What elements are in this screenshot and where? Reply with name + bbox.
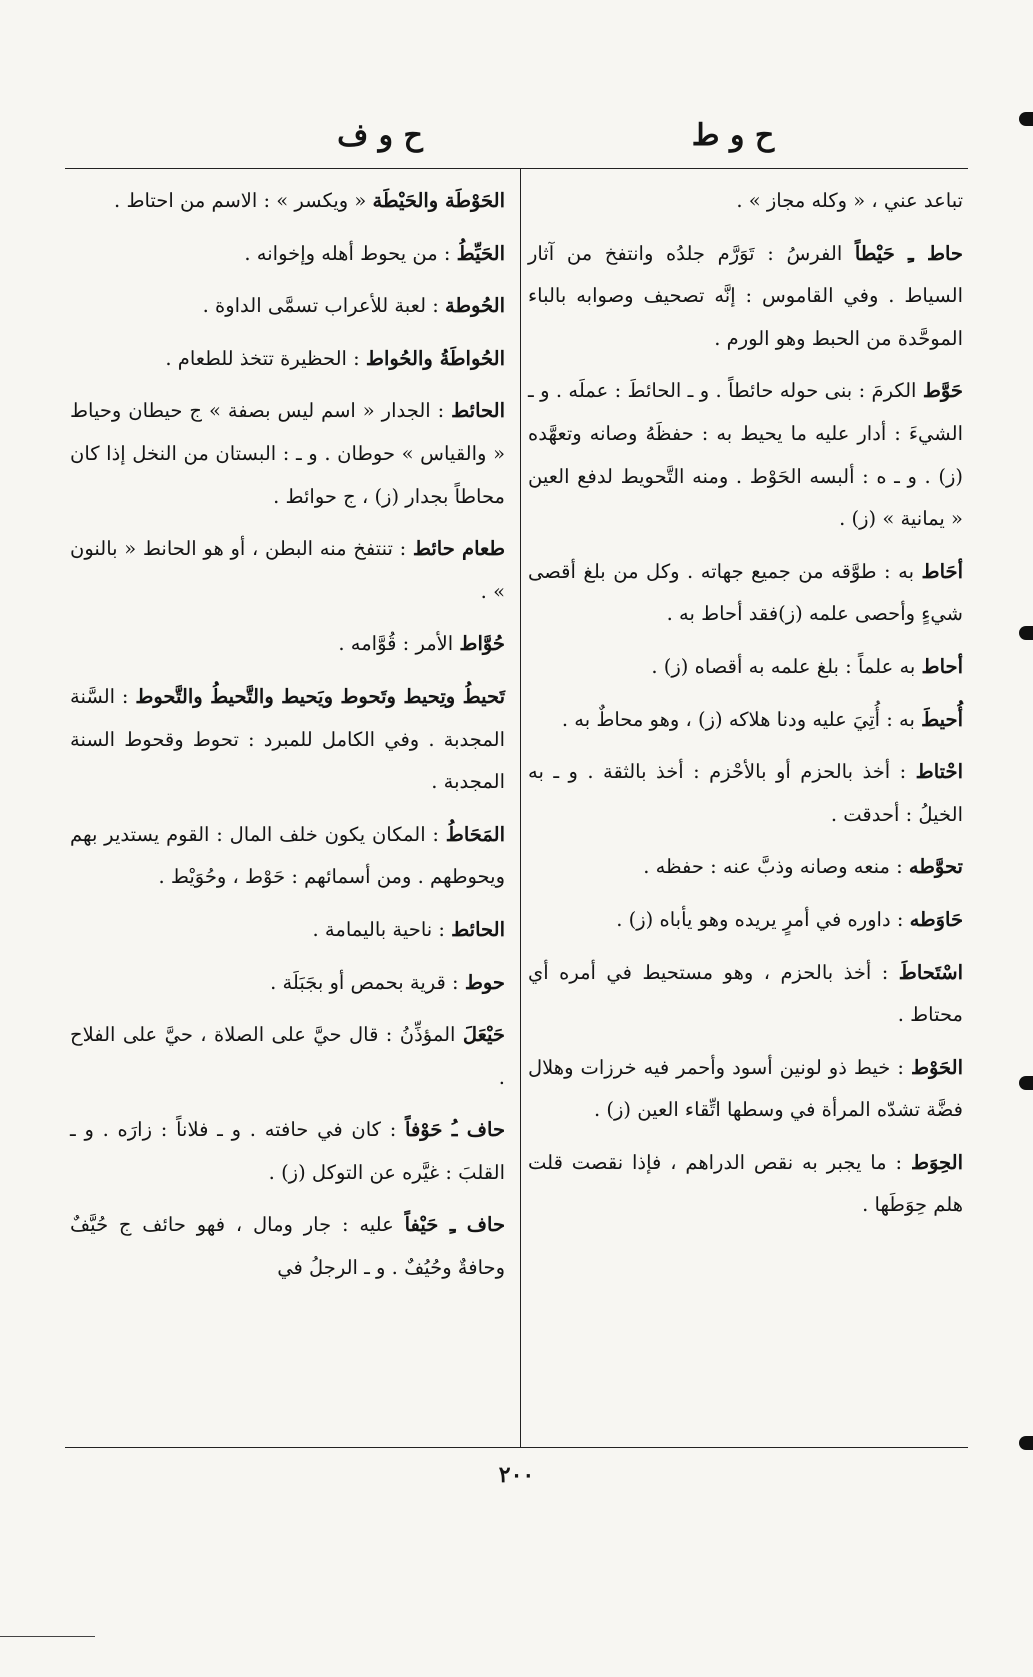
entry-headword: الحَوْط bbox=[910, 1055, 963, 1079]
left-column bbox=[70, 180, 505, 1300]
dictionary-entry bbox=[70, 1014, 505, 1105]
running-head-left: ح و ف bbox=[337, 118, 423, 153]
entry-definition: : من يحوط أهله وإخوانه . bbox=[244, 241, 457, 265]
entry-definition: : تنتفخ منه البطن ، أو هو الحانط « بالنون » . bbox=[70, 537, 505, 603]
dictionary-entry bbox=[528, 1142, 963, 1233]
entry-headword: الحَيِّطُ bbox=[456, 241, 505, 265]
entry-definition: به علماً : بلغ علمه به أقصاه (ز) . bbox=[651, 654, 922, 678]
scan-edge-mark bbox=[1019, 1076, 1033, 1090]
dictionary-entry bbox=[528, 899, 963, 948]
entry-headword: حَيْعَلَ bbox=[462, 1023, 505, 1047]
entry-definition: : لعبة للأعراب تسمَّى الداوة . bbox=[202, 294, 445, 318]
dictionary-entry bbox=[528, 846, 963, 895]
entry-definition: : ما يجبر به نقص الدراهم ، فإذا نقصت قلت هلم حِوَطَها . bbox=[528, 1150, 963, 1217]
dictionary-entry bbox=[528, 952, 963, 1043]
dictionary-entry bbox=[528, 233, 963, 367]
entry-definition: : السَّنة المجدبة . وفي الكامل للمبرد : تحوط وقحوط السنة المجدبة . bbox=[70, 684, 505, 794]
entry-headword: المَحَاطُ bbox=[445, 822, 505, 846]
entry-definition: « ويكسر » : الاسم من احتاط . bbox=[114, 189, 373, 212]
dictionary-entry bbox=[70, 390, 505, 524]
entry-definition: : كان في حافته . و ـ فلاناً : زارَه . و ـ القلبَ : غيَّره عن التوكل (ز) . bbox=[70, 1118, 505, 1184]
entry-headword: حُوَّاط bbox=[459, 632, 505, 656]
dictionary-entry bbox=[528, 370, 963, 546]
dictionary-entry bbox=[528, 551, 963, 642]
entry-headword: حوط bbox=[464, 970, 505, 994]
entry-headword: حَوَّط bbox=[922, 379, 963, 403]
entry-headword: حاف ـِ حَيْفاً bbox=[404, 1213, 506, 1237]
dictionary-entry bbox=[70, 233, 505, 282]
entry-definition: : قرية بحمص أو بجَبَلَة . bbox=[270, 970, 465, 994]
entry-definition: به : طوَّقه من جميع جهاته . وكل من بلغ أقصى شيءٍ وأحصى علمه (ز)فقد أحاط به . bbox=[528, 559, 963, 626]
dictionary-entry bbox=[528, 751, 963, 842]
dictionary-entry bbox=[70, 285, 505, 334]
entry-definition: الأمر : قُوَّامه . bbox=[338, 632, 460, 656]
dictionary-entry bbox=[70, 180, 505, 229]
entry-headword: الحُواطَةُ والحُواط bbox=[365, 346, 505, 370]
right-column bbox=[528, 180, 963, 1237]
dictionary-entry bbox=[528, 646, 963, 695]
entry-headword: طعام حائط bbox=[412, 537, 505, 561]
entry-definition: الكرمَ : بنى حوله حائطاً . و ـ الحائطَ : عملَه . و ـ الشيءَ : أدار عليه ما يحيط به : حفظَهُ وصانه وتعهَّده (ز) . و ـ ه : ألبسه الحَوْط . ومنه التَّحويط لدفع العين « يمانية » (ز) . bbox=[528, 379, 963, 531]
top-rule bbox=[65, 168, 968, 169]
entry-definition: به : أُتِيَ عليه ودنا هلاكه (ز) ، وهو محاطٌ به . bbox=[561, 707, 922, 731]
entry-headword: الحُوطة bbox=[445, 294, 505, 318]
dictionary-entry bbox=[528, 699, 963, 748]
entry-headword: حاط ـِ حَيْطاً bbox=[854, 241, 963, 265]
entry-headword: أحاط bbox=[921, 654, 963, 678]
entry-definition: تباعد عني ، « وكله مجاز » . bbox=[736, 189, 963, 212]
entry-definition: : المكان يكون خلف المال : القوم يستدير بهم ويحوطهم . ومن أسمائهم : حَوْط ، وحُوَيْط . bbox=[70, 822, 505, 889]
entry-definition: : داوره في أمرٍ يريده وهو يأباه (ز) . bbox=[616, 907, 910, 931]
dictionary-entry bbox=[70, 814, 505, 905]
entry-headword: اسْتَحاطَ bbox=[898, 960, 963, 984]
scan-edge-mark bbox=[1019, 626, 1033, 640]
entry-headword: حاف ـُ حَوْفاً bbox=[405, 1118, 505, 1142]
entry-definition: : الجدار « اسم ليس بصفة » ج حيطان وحياط « والقياس » حوطان . و ـ : البستان من النخل إذا كان محاطاً بجدار (ز) ، ج حوائط . bbox=[70, 399, 505, 508]
dictionary-entry bbox=[528, 1047, 963, 1138]
entry-headword: الحِوَط bbox=[910, 1150, 963, 1174]
column-divider bbox=[520, 168, 521, 1447]
entry-headword: الحائط bbox=[451, 917, 505, 941]
dictionary-entry bbox=[70, 1204, 505, 1295]
entry-headword: أُحيطَ bbox=[921, 707, 963, 731]
running-head-right: ح و ط bbox=[691, 118, 775, 153]
entry-definition: : منعه وصانه وذبَّ عنه : حفظه . bbox=[643, 855, 909, 879]
page-number: ٢٠٠ bbox=[498, 1462, 535, 1488]
entry-definition: : أخذ بالحزم ، وهو مستحيط في أمره أي محتاط . bbox=[528, 960, 963, 1027]
entry-headword: حَاوَطه bbox=[909, 907, 963, 931]
entry-headword: أحَاط bbox=[921, 559, 963, 583]
entry-headword: تَحيطُ وتِحيط وتَحوط ويَحيط والتَّحيطُ والتَّحوط bbox=[135, 684, 506, 708]
entry-definition: الفرسُ : تَوَرَّم جلدُه وانتفخ من آثار السياط . وفي القاموس : إنَّه تصحيف وصوابه بالباء الموحَّدة من الحبط وهو الورم . bbox=[528, 241, 963, 350]
entry-definition: عليه : جار ومال ، فهو حائف ج حُيَّفٌ وحافةٌ وحُيُفٌ . و ـ الرجلُ في bbox=[70, 1213, 505, 1280]
scan-artifact-line bbox=[0, 1636, 95, 1637]
entry-definition: : خيط ذو لونين أسود وأحمر فيه خرزات وهلال فضَّة تشدّه المرأة في وسطها اتِّقاء العين (ز) . bbox=[528, 1055, 963, 1122]
entry-definition: : ناحية باليمامة . bbox=[312, 917, 452, 941]
dictionary-entry bbox=[70, 909, 505, 958]
dictionary-entry bbox=[528, 180, 963, 229]
dictionary-entry bbox=[70, 623, 505, 672]
entry-definition: المؤذِّنُ : قال حيَّ على الصلاة ، حيَّ على الفلاح . bbox=[70, 1023, 505, 1089]
scan-edge-mark bbox=[1019, 1436, 1033, 1450]
entry-definition: : أخذ بالحزم أو بالأحْزم : أخذ بالثقة . و ـ به الخيلُ : أحدقت . bbox=[528, 760, 963, 826]
entry-definition: : الحظيرة تتخذ للطعام . bbox=[165, 346, 366, 370]
dictionary-entry bbox=[70, 676, 505, 810]
entry-headword: تحوَّطه bbox=[908, 855, 963, 879]
scan-edge-mark bbox=[1019, 112, 1033, 126]
entry-headword: الحَوْطَة والحَيْطَة bbox=[372, 189, 505, 212]
entry-headword: الحائط bbox=[451, 399, 505, 423]
entry-headword: احْتاط bbox=[915, 760, 963, 784]
dictionary-entry bbox=[70, 962, 505, 1011]
dictionary-entry bbox=[70, 1109, 505, 1200]
dictionary-entry bbox=[70, 528, 505, 619]
bottom-rule bbox=[65, 1447, 968, 1448]
dictionary-entry bbox=[70, 338, 505, 387]
